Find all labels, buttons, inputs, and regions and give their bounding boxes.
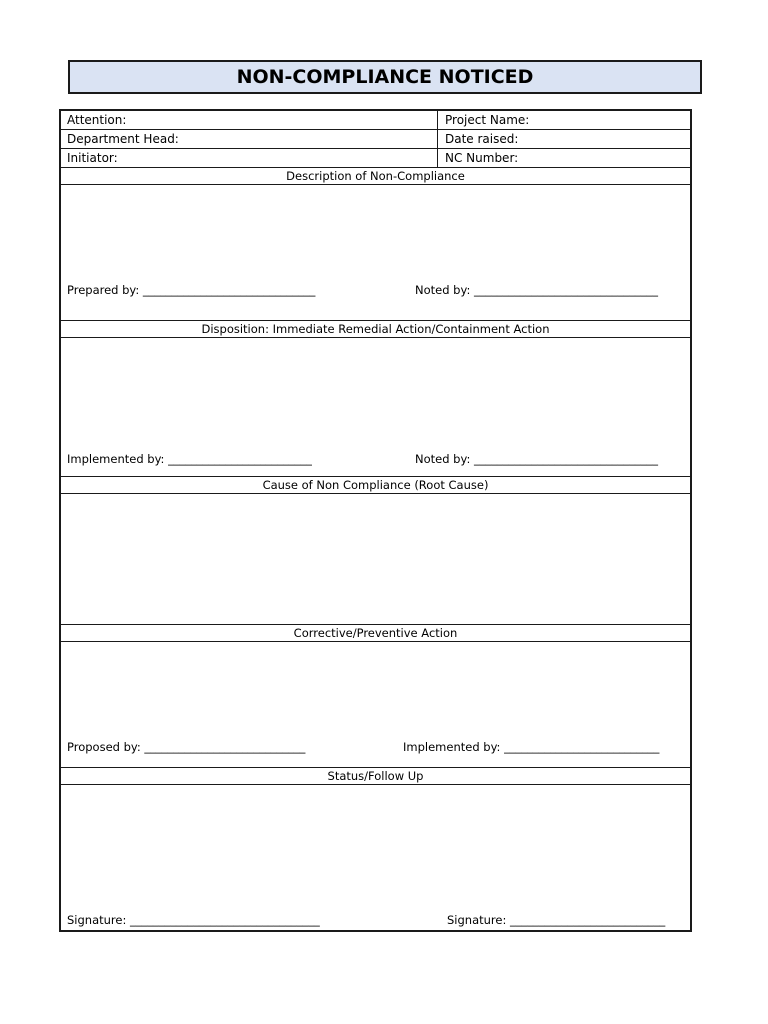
implemented-by-signature: Implemented by: _________________________ — [67, 452, 312, 466]
corrective-action-area — [61, 642, 690, 768]
nc-form — [59, 109, 692, 932]
project-name-label: Project Name: — [445, 113, 530, 127]
disposition-noted-by-signature: Noted by: ________________________________ — [415, 452, 658, 466]
disposition-heading: Disposition: Immediate Remedial Action/Containment Action — [61, 321, 690, 338]
nc-number-label: NC Number: — [445, 151, 519, 165]
status-area — [61, 785, 690, 930]
corrective-implemented-by-signature: Implemented by: ___________________________ — [403, 740, 660, 754]
noted-by-signature: Noted by: ________________________________ — [415, 283, 658, 297]
form-title: NON-COMPLIANCE NOTICED — [68, 60, 702, 94]
header-row-department — [61, 130, 690, 149]
department-head-label: Department Head: — [67, 132, 179, 146]
prepared-by-signature: Prepared by: ______________________________ — [67, 283, 316, 297]
status-right-signature: Signature: ___________________________ — [447, 913, 666, 927]
root-cause-heading: Cause of Non Compliance (Root Cause) — [61, 477, 690, 494]
corrective-action-heading: Corrective/Preventive Action — [61, 625, 690, 642]
attention-label: Attention: — [67, 113, 127, 127]
status-heading: Status/Follow Up — [61, 768, 690, 785]
date-raised-label: Date raised: — [445, 132, 519, 146]
status-left-signature: Signature: _________________________________ — [67, 913, 320, 927]
header-row-attention — [61, 111, 690, 130]
description-heading: Description of Non-Compliance — [61, 168, 690, 185]
header-row-initiator — [61, 149, 690, 168]
description-area — [61, 185, 690, 321]
disposition-area — [61, 338, 690, 477]
root-cause-area — [61, 494, 690, 625]
initiator-label: Initiator: — [67, 151, 118, 165]
proposed-by-signature: Proposed by: ____________________________ — [67, 740, 306, 754]
